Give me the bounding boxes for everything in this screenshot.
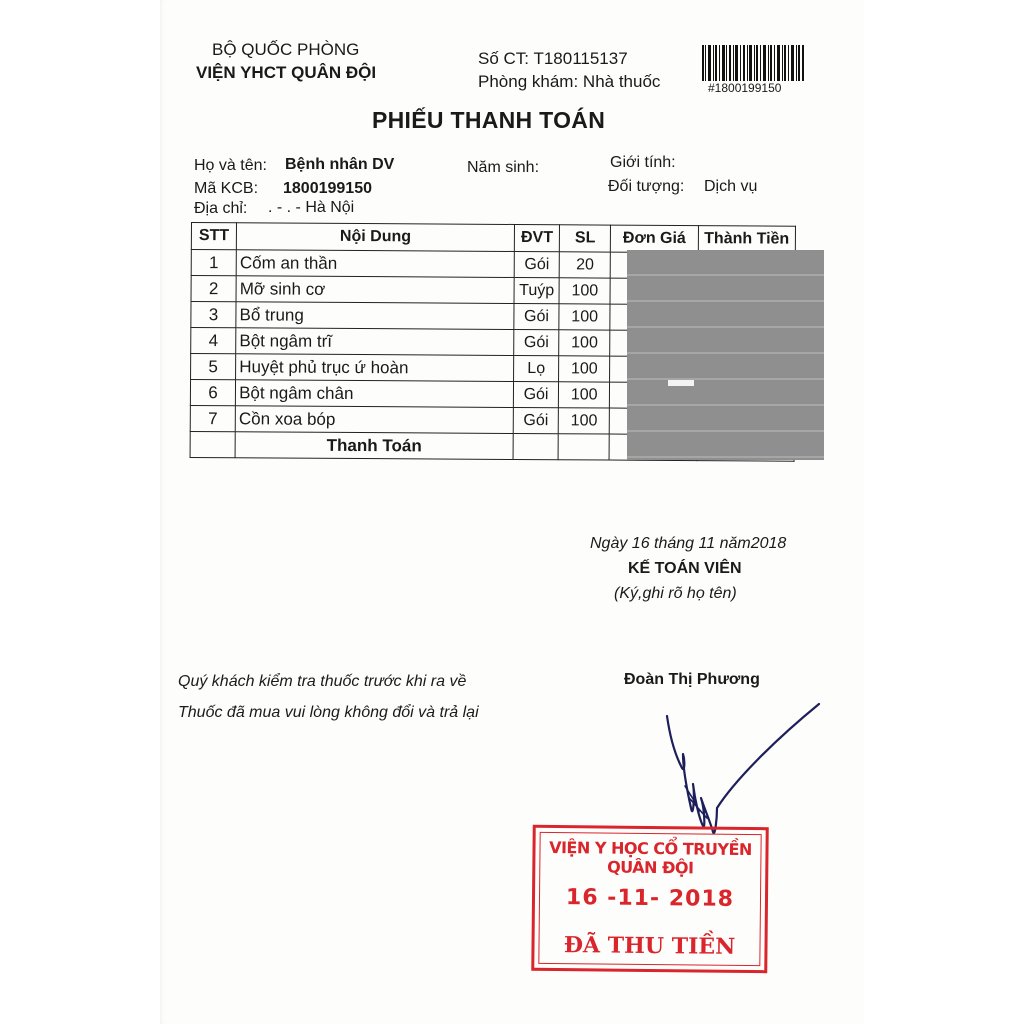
clinic <box>478 72 660 92</box>
barcode-icon <box>702 45 804 81</box>
table-header-row <box>191 223 795 254</box>
row-unit: Gói <box>513 381 558 407</box>
address-value: . - . - Hà Nội <box>268 199 355 216</box>
kcb-number: 1800199150 <box>283 180 372 197</box>
signer-name: Đoàn Thị Phương <box>624 671 760 688</box>
name-label: Họ và tên: <box>194 157 267 174</box>
header-amount: Thành Tiền <box>698 226 796 254</box>
patient-name: Bệnh nhân DV <box>285 156 395 173</box>
row-qty: 100 <box>559 278 610 304</box>
row-stt: 1 <box>191 250 236 276</box>
clinic-label: Phòng khám: <box>478 72 579 91</box>
row-unit: Gói <box>514 251 559 277</box>
row-content: Bột ngâm trĩ <box>236 328 514 356</box>
row-qty: 100 <box>559 356 610 382</box>
document-number <box>478 49 628 69</box>
redaction-row-lines <box>627 250 824 460</box>
row-unit: Lọ <box>514 355 559 381</box>
stamp-institution: VIỆN Y HỌC CỔ TRUYỀN QUÂN ĐỘI <box>549 837 752 878</box>
total-qty-cell <box>558 434 609 460</box>
row-content: Bổ trung <box>236 302 514 330</box>
birth-year-label: Năm sinh: <box>467 159 540 176</box>
row-unit: Tuýp <box>514 277 559 303</box>
document-number-value: T180115137 <box>533 49 628 68</box>
total-unit-cell <box>513 433 558 459</box>
gender-label: Giới tính: <box>610 154 676 171</box>
row-qty: 100 <box>559 382 610 408</box>
header-unit: ĐVT <box>514 224 559 251</box>
paid-stamp <box>531 825 769 973</box>
address-label: Địa chỉ: <box>194 200 248 217</box>
signature-date: Ngày 16 tháng 11 năm2018 <box>590 535 787 552</box>
redaction-mark <box>668 380 694 386</box>
row-unit: Gói <box>514 329 559 355</box>
row-stt: 6 <box>190 380 235 406</box>
row-content: Cồn xoa bóp <box>235 406 513 434</box>
row-stt: 3 <box>191 302 236 328</box>
signature-instruction: (Ký,ghi rõ họ tên) <box>614 585 737 602</box>
row-stt: 2 <box>191 276 236 302</box>
kcb-label: Mã KCB: <box>194 180 259 197</box>
clinic-value: Nhà thuốc <box>582 72 661 91</box>
row-content: Bột ngâm chân <box>236 380 514 408</box>
stamp-paid-text: ĐÃ THU TIỀN <box>563 932 736 960</box>
header-content: Nội Dung <box>236 223 514 252</box>
object-value: Dịch vụ <box>704 178 758 195</box>
accountant-role: KẾ TOÁN VIÊN <box>628 560 742 577</box>
object-label: Đối tượng: <box>608 178 685 195</box>
header-stt: STT <box>191 223 236 250</box>
row-content: Huyệt phủ trục ứ hoàn <box>236 354 514 382</box>
row-content: Cốm an thần <box>236 250 514 278</box>
document-title: PHIẾU THANH TOÁN <box>372 107 606 133</box>
row-qty: 100 <box>559 330 610 356</box>
stamp-date: 16 -11- 2018 <box>565 885 735 912</box>
row-stt: 4 <box>191 328 236 354</box>
total-label: Thanh Toán <box>235 432 513 460</box>
row-qty: 100 <box>559 304 610 330</box>
row-unit: Gói <box>514 303 559 329</box>
row-qty: 100 <box>558 408 609 434</box>
row-qty: 20 <box>559 252 610 278</box>
barcode-number: #1800199150 <box>708 81 782 95</box>
total-stt-cell <box>190 431 235 457</box>
row-content: Mỡ sinh cơ <box>236 276 514 304</box>
row-stt: 5 <box>191 354 236 380</box>
org-line-1: BỘ QUỐC PHÒNG <box>212 40 360 59</box>
document-number-label: Số CT: <box>478 49 530 68</box>
row-stt: 7 <box>190 405 235 431</box>
header-qty: SL <box>560 225 611 252</box>
customer-note-2: Thuốc đã mua vui lòng không đổi và trả lại <box>178 704 479 721</box>
org-line-2: VIỆN YHCT QUÂN ĐỘI <box>196 63 377 82</box>
customer-note-1: Quý khách kiểm tra thuốc trước khi ra về <box>178 673 467 690</box>
header-unit-price: Đơn Giá <box>611 225 698 253</box>
row-unit: Gói <box>513 407 558 433</box>
